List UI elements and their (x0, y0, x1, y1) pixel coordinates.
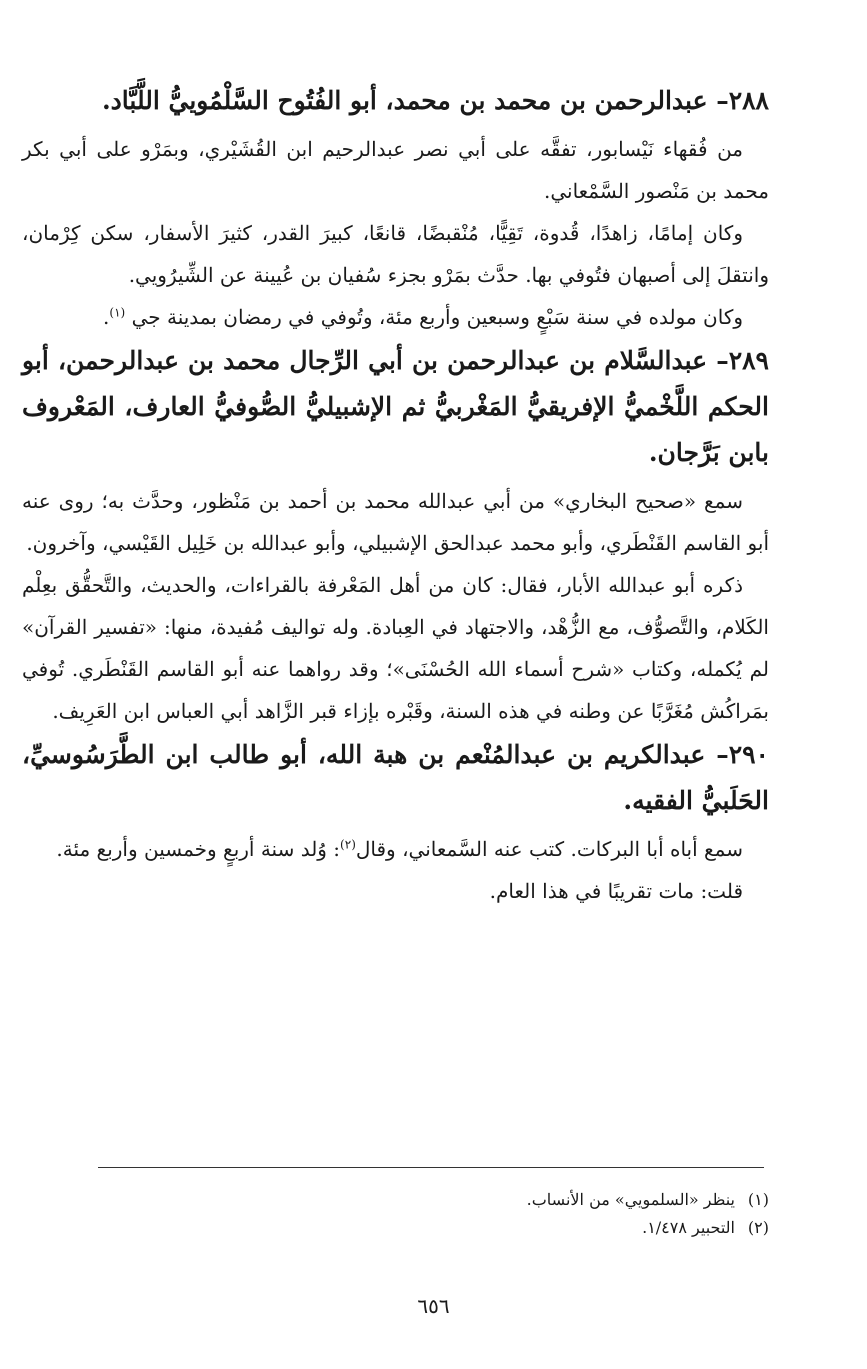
footnote-ref: (١) (109, 305, 126, 320)
paragraph: من فُقهاء نَيْسابور، تفقَّه على أبي نصر عبدالرحيم ابن القُشَيْري، وبمَرْو على أبي بكر محمد بن مَنْصور السَّمْعاني. (22, 137, 769, 203)
paragraph: ذكره أبو عبدالله الأبار، فقال: كان من أهل المَعْرفة بالقراءات، والحديث، والتَّحقُّق بعِلْم الكَلام، والتَّصوُّف، مع الزُّهْد، والاجتهاد في العِبادة. وله تواليف مُفيدة، منها: «تفسير القرآن» لم يُكمله، وكتاب «شرح أسماء الله الحُسْنَى»؛ وقد رواهما عنه أبو القاسم القَنْطَري. تُوفي بمَراكُش مُغَرَّبًا عن وطنه في هذه السنة، وقَبْره بإزاء قبر الزَّاهد أبي العباس ابن العَرِيف. (22, 573, 769, 723)
main-text (22, 78, 769, 912)
footnote-number: (١) (747, 1190, 769, 1209)
footnote-ref: (٢) (340, 837, 356, 852)
footnote (98, 1186, 769, 1214)
entry-heading-289: ٢٨٩– عبدالسَّلام بن عبدالرحمن بن أبي الرِّجال محمد بن عبدالرحمن، أبو الحكم اللَّخْميُّ الإفريقيُّ المَغْربيُّ ثم الإشبيليُّ الصُّوفيُّ العارف، المَعْروف بابن بَرَّجان. (22, 346, 769, 467)
paragraph: وكان مولده في سنة سَبْعٍ وسبعين وأربع مئة، وتُوفي في رمضان بمدينة جي $^{(١)}$. (103, 305, 743, 329)
footnote-number: (٢) (747, 1218, 769, 1237)
entry-heading-288: ٢٨٨– عبدالرحمن بن محمد بن محمد، أبو الفُتُوح السَّلْمُوييُّ اللَّبَّاد. (101, 86, 769, 115)
footnote-divider (98, 1167, 764, 1168)
footnote-text: التحبير ١/٤٧٨. (642, 1218, 735, 1237)
footnotes (98, 1186, 769, 1242)
page-number: ٦٥٦ (417, 1294, 450, 1318)
paragraph: وكان إمامًا، زاهدًا، قُدوة، تَقِيًّا، مُنْقبضًا، قانعًا، كبيرَ القدر، كثيرَ الأسفار، سكن كِرْمان، وانتقلَ إلى أصبهان فتُوفي بها. حدَّث بمَرْو بجزء سُفيان بن عُيينة عن الشِّيرُويي. (22, 221, 769, 287)
paragraph-text: وكان مولده في سنة سَبْعٍ وسبعين وأربع مئة، وتُوفي في رمضان بمدينة جي (131, 305, 743, 329)
paragraph: سمع «صحيح البخاري» من أبي عبدالله محمد بن أحمد بن مَنْظور، وحدَّث به؛ روى عنه أبو القاسم القَنْطَري، وأبو محمد عبدالحق الإشبيلي، وأبو عبدالله بن خَلِيل القَيْسي، وآخرون. (22, 489, 769, 555)
paragraph: قلت: مات تقريبًا في هذا العام. (489, 879, 743, 903)
footnote (98, 1214, 769, 1242)
footnote-text: ينظر «السلمويي» من الأنساب. (526, 1190, 735, 1209)
entry-heading-290: ٢٩٠– عبدالكريم بن عبدالمُنْعم بن هبة الله، أبو طالب ابن الطَّرَسُوسيِّ، الحَلَبيُّ الفقيه. (22, 740, 769, 815)
paragraph-text: : وُلد سنة أربعٍ وخمسين وأربع مئة. (56, 837, 341, 861)
paragraph-text: سمع أباه أبا البركات. كتب عنه السَّمعاني، وقال (355, 837, 743, 861)
paragraph (22, 828, 769, 870)
